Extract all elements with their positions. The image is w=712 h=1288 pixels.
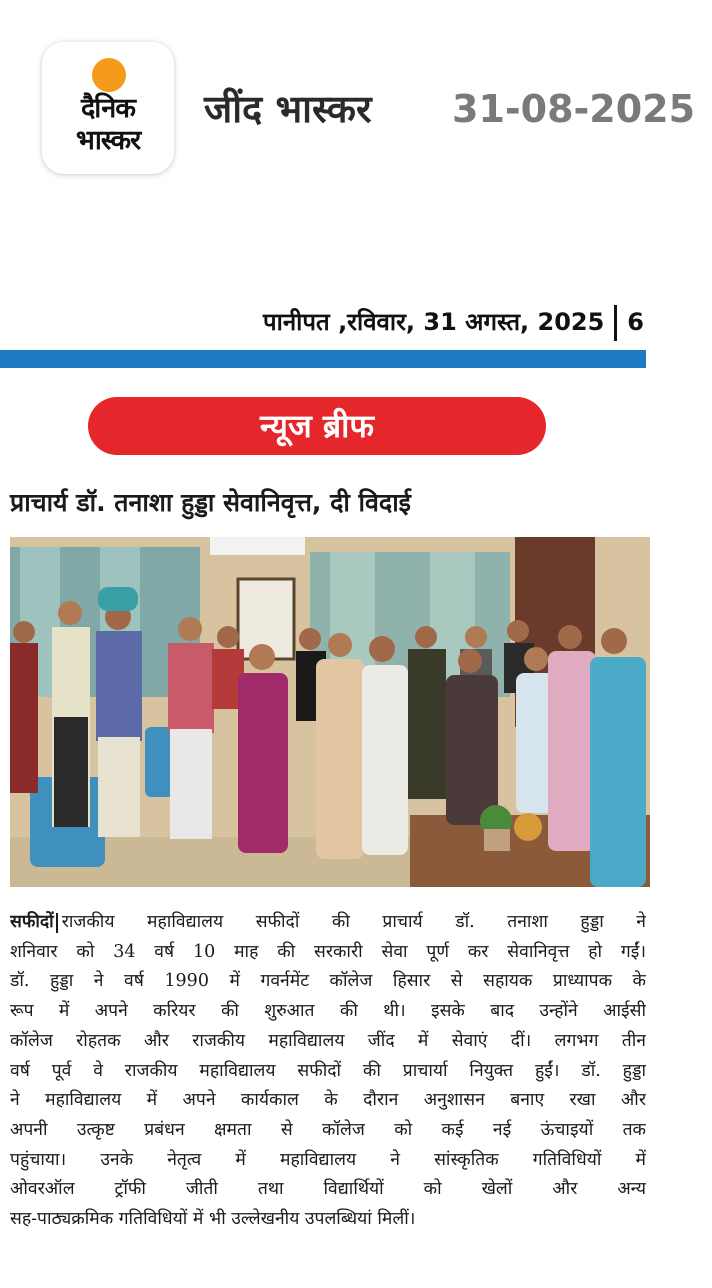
logo-text-line2: भास्कर xyxy=(75,125,141,156)
page-number: 6 xyxy=(627,308,644,336)
dateline-separator xyxy=(614,305,617,341)
article-line: शनिवार को 34 वर्ष 10 माह की सरकारी सेवा पूर्ण कर सेवानिवृत्त हो गईं। xyxy=(10,941,646,962)
dateline-text: पानीपत ,रविवार, 31 अगस्त, 2025 xyxy=(263,308,605,336)
edition-title: जींद भास्कर xyxy=(204,87,372,131)
group-photo-illustration xyxy=(10,537,650,887)
article-line: सफीदों राजकीय महाविद्यालय सफीदों की प्राचार्य डॉ. तनाशा हुड्डा ने xyxy=(10,912,646,932)
article-line: पहुंचाया। उनके नेतृत्व में महाविद्यालय ने सांस्कृतिक गतिविधियों में xyxy=(10,1149,646,1170)
article-line: ओवरऑल ट्रॉफी जीती तथा विद्यार्थियों को खेलों और अन्य xyxy=(10,1179,646,1200)
article-line: कॉलेज रोहतक और राजकीय महाविद्यालय जींद में सेवाएं दीं। लगभग तीन xyxy=(10,1030,646,1051)
news-brief-label: न्यूज ब्रीफ xyxy=(88,397,546,455)
sun-icon xyxy=(92,58,126,92)
section-rule xyxy=(0,350,646,368)
article-line: रूप में अपने करियर की शुरुआत की थी। इसके बाद उन्होंने आईसी xyxy=(10,1001,646,1022)
logo-text-line1: दैनिक xyxy=(80,93,136,124)
article-line: अपनी उत्कृष्ट प्रबंधन क्षमता से कॉलेज को कई नई ऊंचाइयों तक xyxy=(10,1119,646,1140)
page-dateline xyxy=(263,302,644,342)
article-line: ने महाविद्यालय में अपने कार्यकाल के दौरान अनुशासन बनाए रखा और xyxy=(10,1090,646,1111)
article-body xyxy=(10,908,646,1235)
article-line: सह-पाठ्यक्रमिक गतिविधियों में भी उल्लेखनीय उपलब्धियां मिलीं। xyxy=(10,1209,416,1230)
article-line: डॉ. हुड्डा ने वर्ष 1990 में गवर्नमेंट कॉलेज हिसार से सहायक प्राध्यापक के xyxy=(10,971,646,992)
edition-date: 31-08-2025 xyxy=(452,87,696,131)
article-line: वर्ष पूर्व वे राजकीय महाविद्यालय सफीदों की प्राचार्या नियुक्त हुईं। डॉ. हुड्डा xyxy=(10,1060,646,1081)
article-photo xyxy=(10,537,650,887)
article-place: सफीदों xyxy=(10,912,54,932)
article-headline: प्राचार्य डॉ. तनाशा हुड्डा सेवानिवृत्त, दी विदाई xyxy=(10,488,411,517)
place-separator xyxy=(56,913,58,933)
dainik-bhaskar-logo xyxy=(42,42,174,174)
